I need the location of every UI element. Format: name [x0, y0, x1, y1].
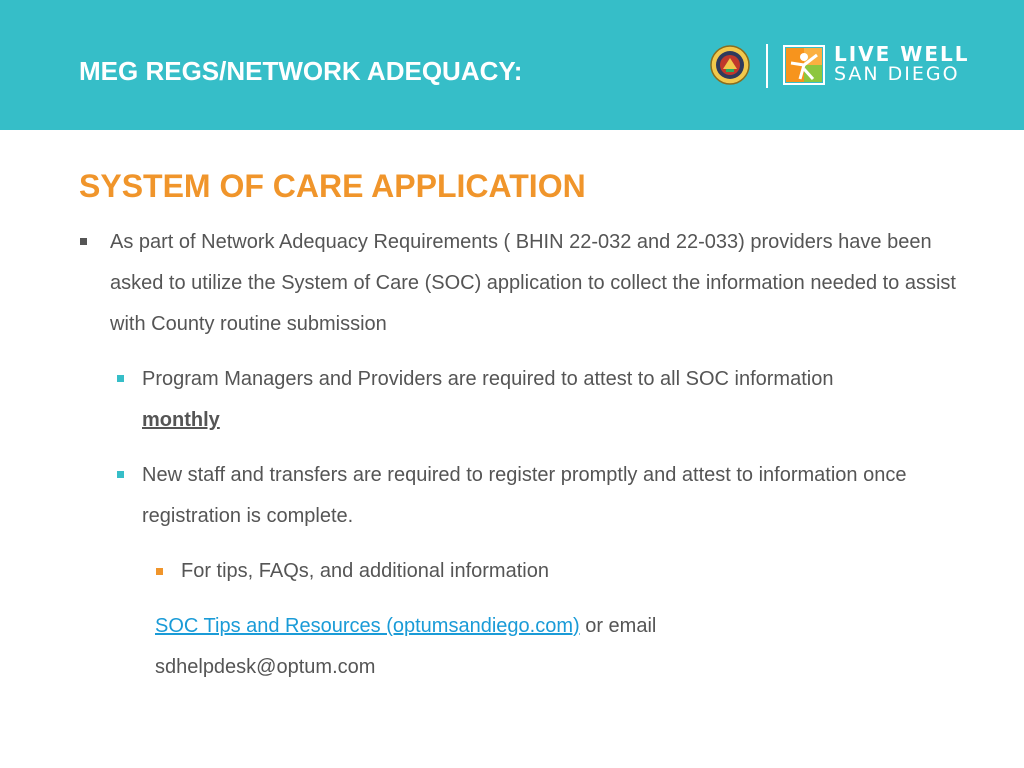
county-seal-icon — [710, 45, 750, 85]
bullet-square-icon — [117, 471, 124, 478]
helpdesk-email[interactable]: sdhelpdesk@optum.com — [155, 656, 376, 678]
bullet-2-text — [142, 359, 972, 441]
bullet-4-text: For tips, FAQs, and additional information — [181, 560, 549, 582]
header-title: MEG REGS/NETWORK ADEQUACY: — [79, 56, 523, 86]
live-well-figure-icon — [783, 45, 825, 85]
brand-line-1: LIVE WELL — [834, 42, 970, 66]
bullet-square-icon — [80, 238, 87, 245]
bullet-3-text: New staff and transfers are required to register promptly and attest to information once registration is complete. — [142, 464, 907, 527]
header-banner — [0, 0, 1024, 130]
live-well-logo-text — [834, 44, 970, 84]
bullet-2-main: Program Managers and Providers are required to attest to all SOC information — [142, 368, 834, 390]
section-title: SYSTEM OF CARE APPLICATION — [79, 168, 586, 204]
bullet-2-emphasis: monthly — [142, 409, 220, 431]
brand-line-2: SAN DIEGO — [834, 63, 960, 85]
bullet-1-text: As part of Network Adequacy Requirements ( BHIN 22-032 and 22-033) providers have been asked to utilize the System of Care (SOC) application to collect the information needed to assist with County routine submission — [110, 231, 956, 335]
bullet-square-icon — [117, 375, 124, 382]
logo-divider — [766, 44, 768, 88]
footer-resources — [155, 606, 955, 688]
soc-tips-link[interactable]: SOC Tips and Resources (optumsandiego.com) — [155, 615, 580, 637]
or-email-text: or email — [579, 615, 657, 637]
bullet-square-icon — [156, 568, 163, 575]
